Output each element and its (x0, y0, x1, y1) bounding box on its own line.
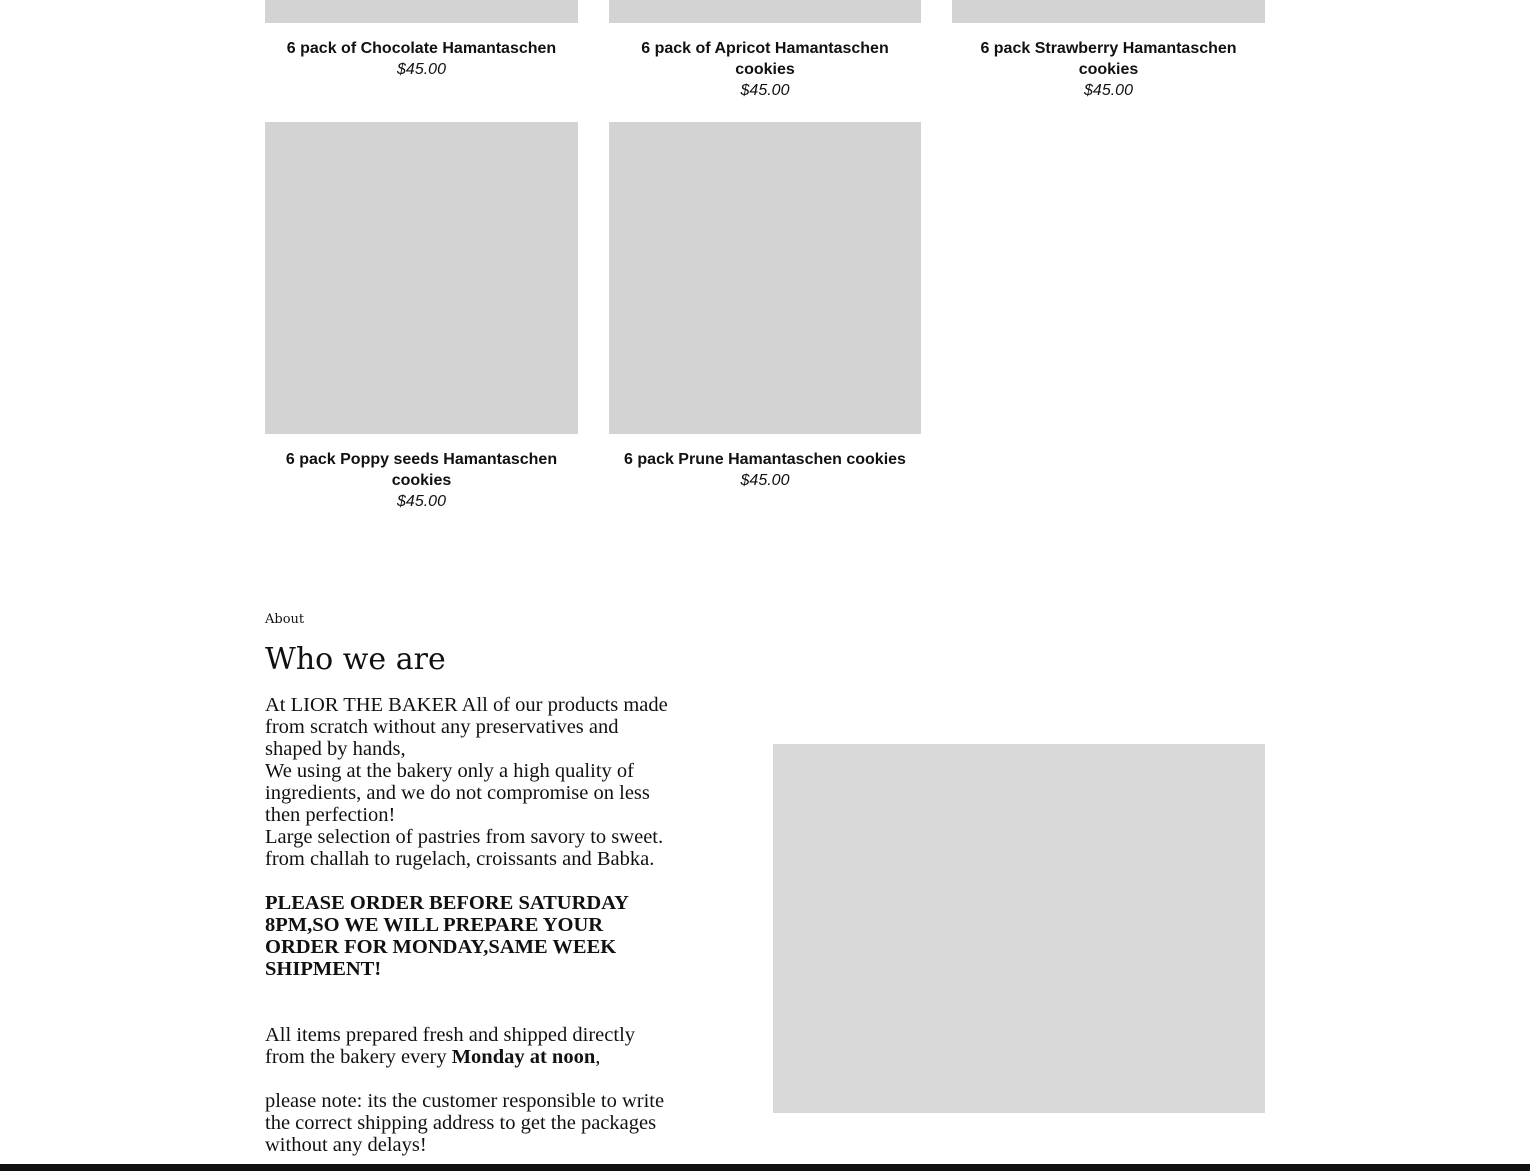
about-paragraph-3: Large selection of pastries from savory to sweet. from challah to rugelach, croissants and Babka. (265, 826, 664, 870)
shipping-info (265, 1024, 677, 1068)
product-card-prune (609, 449, 921, 491)
product-title[interactable]: 6 pack Prune Hamantaschen cookies (624, 451, 906, 468)
product-price: $45.00 (1084, 82, 1133, 99)
product-price: $45.00 (740, 82, 790, 99)
product-title[interactable]: 6 pack Strawberry Hamantaschen cookies (980, 40, 1237, 78)
product-image-prune[interactable] (609, 122, 921, 434)
product-title[interactable]: 6 pack of Chocolate Hamantaschen (286, 40, 557, 57)
product-title[interactable]: 6 pack Poppy seeds Hamantaschen cookies (285, 451, 558, 489)
about-eyebrow: About (265, 612, 305, 627)
product-image-chocolate[interactable] (265, 0, 578, 23)
about-paragraph-1: At LIOR THE BAKER All of our products made from scratch without any preservatives and shaped by hands, (265, 694, 668, 760)
shipping-day: Monday at noon (451, 1046, 596, 1068)
spacer (265, 1068, 677, 1090)
about-body (265, 694, 677, 1156)
product-price: $45.00 (397, 493, 446, 510)
spacer (265, 870, 677, 892)
product-image-apricot[interactable] (609, 0, 921, 23)
product-card-apricot (627, 38, 903, 101)
about-image (773, 744, 1265, 1113)
spacer (265, 980, 677, 1002)
product-card-poppy-seeds (280, 449, 563, 512)
shipping-info-text: All items prepared fresh and shipped directly from the bakery every (265, 1024, 636, 1068)
shipping-info-tail: , (595, 1046, 601, 1068)
spacer (265, 1002, 677, 1024)
order-deadline-notice: PLEASE ORDER BEFORE SATURDAY 8PM,SO WE WILL PREPARE YOUR ORDER FOR MONDAY,SAME WEEK SHIPMENT! (265, 892, 629, 980)
product-image-poppy-seeds[interactable] (265, 122, 578, 434)
product-card-strawberry (964, 38, 1253, 101)
product-image-strawberry[interactable] (952, 0, 1265, 23)
customer-note: please note: its the customer responsible to write the correct shipping address to get the packages without any delays! (265, 1090, 665, 1156)
about-paragraph-2: We using at the bakery only a high quality of ingredients, and we do not compromise on less then perfection! (265, 760, 650, 826)
product-title[interactable]: 6 pack of Apricot Hamantaschen cookies (641, 40, 889, 78)
bottom-bar (0, 1164, 1530, 1171)
product-price: $45.00 (397, 61, 446, 78)
product-price: $45.00 (740, 472, 790, 489)
about-heading: Who we are (265, 642, 446, 677)
product-card-chocolate (265, 38, 578, 80)
